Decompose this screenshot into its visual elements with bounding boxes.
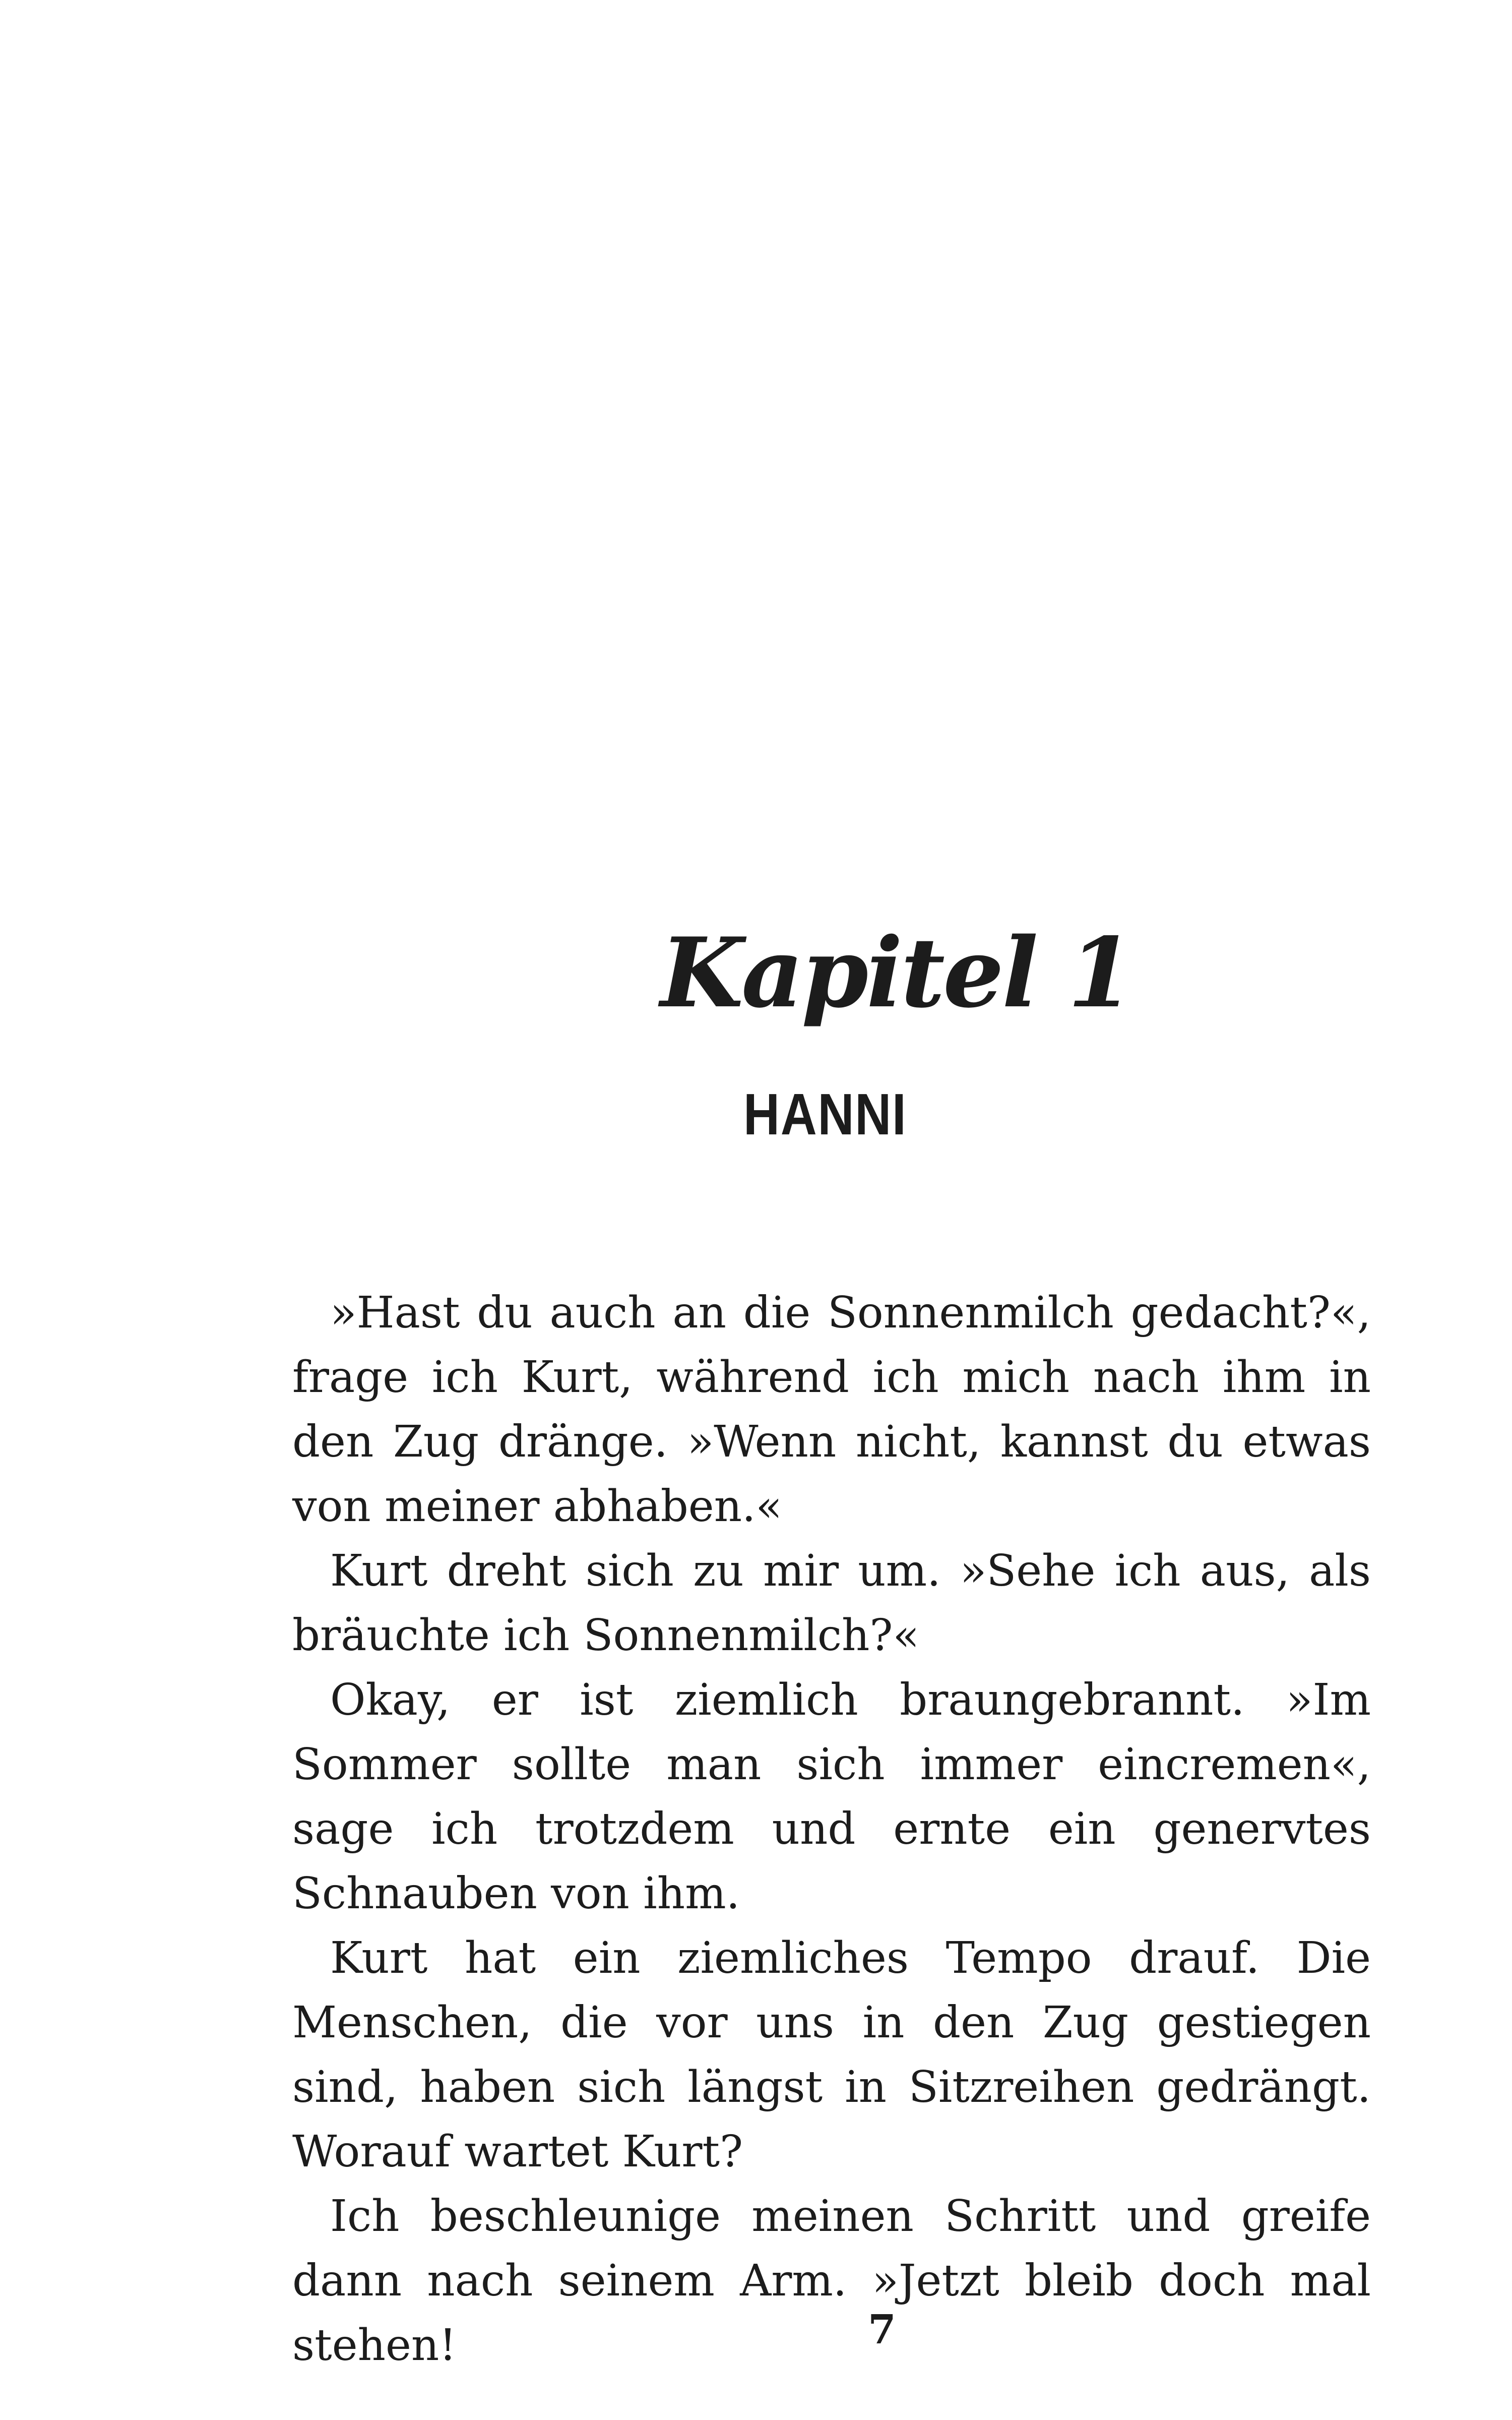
- paragraph: Okay, er ist ziemlich braungebrannt. »Im Sommer sollte man sich immer eincremen«, sage ich trotzdem und ernte ein genervtes Schnauben von ihm.: [292, 1675, 1371, 1919]
- paragraph: »Hast du auch an die Sonnenmilch gedacht?«, frage ich Kurt, während ich mich nach ihm in den Zug dränge. »Wenn nicht, kannst du etwas von meiner abhaben.«: [292, 1288, 1371, 1532]
- body-text: [292, 1281, 1371, 2378]
- paragraph: Ich beschleunige meinen Schritt und greife dann nach seinem Arm. »Jetzt bleib doch mal stehen!: [292, 2191, 1371, 2371]
- page-number: 7: [868, 2306, 896, 2353]
- chapter-heading: Kapitel 1: [660, 917, 1132, 1029]
- paragraph: Kurt hat ein ziemliches Tempo drauf. Die Menschen, die vor uns in den Zug gestiegen sind, haben sich längst in Sitzreihen gedrängt. Worauf wartet Kurt?: [292, 1933, 1371, 2177]
- paragraph: Kurt dreht sich zu mir um. »Sehe ich aus, als bräuchte ich Sonnenmilch?«: [292, 1546, 1371, 1661]
- chapter-title: HANNI: [743, 1081, 907, 1147]
